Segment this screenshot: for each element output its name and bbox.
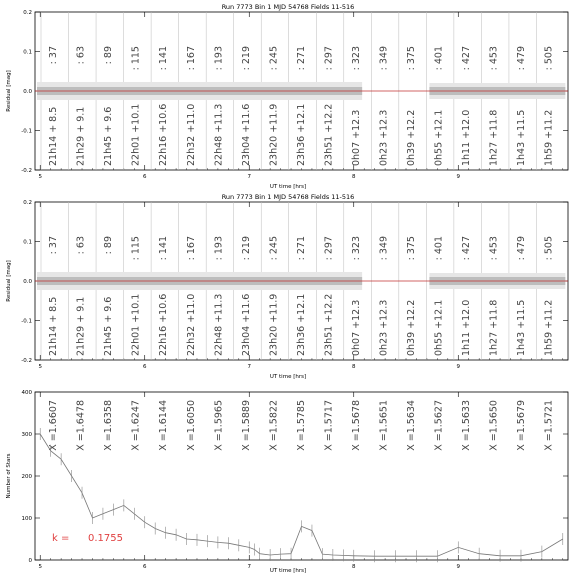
field-number-label: : 37 [48, 46, 60, 65]
x-tick-label: 8 [352, 564, 356, 570]
y-tick-label: -0.1 [21, 318, 32, 325]
y-tick-label: 0 [28, 558, 32, 564]
panel-2-ylabel: Residual [mag] [6, 260, 12, 302]
airmass-label: X =1.6247 [130, 400, 142, 451]
airmass-label: X =1.5785 [295, 400, 307, 451]
x-tick-label: 5 [38, 364, 42, 370]
field-coordinate-label: 1h27 +11.8 [488, 109, 500, 166]
field-number-label: : 505 [543, 236, 555, 261]
airmass-label: X =1.5717 [323, 400, 335, 451]
field-coordinate-label: 21h14 + 8.5 [48, 106, 60, 166]
field-number-label: : 505 [543, 46, 555, 71]
field-number-label: : 245 [268, 236, 280, 261]
y-tick-label: 0.2 [23, 200, 32, 206]
field-number-label: : 375 [405, 46, 417, 71]
field-number-label: : 349 [378, 236, 390, 261]
panel-1-xlabel: UT time [hrs] [269, 184, 307, 190]
airmass-label: X =1.6607 [48, 400, 60, 451]
airmass-label: X =1.5634 [405, 400, 417, 451]
field-coordinate-label: 23h36 +12.1 [295, 103, 307, 166]
field-number-label: : 63 [75, 46, 87, 65]
field-coordinate-label: 22h01 +10.1 [130, 293, 142, 356]
field-coordinate-label: 1h43 +11.5 [516, 109, 528, 166]
y-tick-label: 0.1 [23, 239, 32, 246]
field-coordinate-label: 23h04 +11.6 [240, 103, 252, 166]
panel-3-ylabel: Number of Stars [6, 453, 12, 499]
field-coordinate-label: 1h59 +11.2 [543, 109, 555, 166]
field-coordinate-label: 23h51 +12.2 [323, 293, 335, 356]
airmass-label: X =1.6144 [158, 400, 170, 451]
field-coordinate-label: 0h23 +12.3 [378, 109, 390, 166]
field-number-label: : 141 [158, 46, 170, 71]
field-number-label: : 479 [516, 236, 528, 261]
y-tick-label: 0.1 [23, 49, 32, 56]
panel-2-title: Run 7773 Bin 1 MJD 54768 Fields 11-516 [221, 193, 355, 201]
field-number-label: : 453 [488, 236, 500, 261]
field-coordinate-label: 23h04 +11.6 [240, 293, 252, 356]
field-number-label: : 167 [185, 46, 197, 71]
airmass-label: X =1.5650 [488, 400, 500, 451]
y-tick-label: 300 [21, 432, 32, 438]
airmass-label: X =1.5721 [543, 400, 555, 451]
field-coordinate-label: 21h29 + 9.1 [75, 296, 87, 356]
x-tick-label: 9 [456, 364, 461, 370]
field-coordinate-label: 0h39 +12.2 [405, 299, 417, 356]
x-tick-label: 7 [247, 174, 251, 180]
airmass-label: X =1.5965 [213, 400, 225, 451]
field-coordinate-label: 0h23 +12.3 [378, 299, 390, 356]
field-number-label: : 219 [240, 235, 252, 261]
field-number-label: : 245 [268, 46, 280, 71]
panel-1-ylabel: Residual [mag] [6, 70, 12, 112]
x-tick-label: 5 [38, 174, 42, 180]
y-tick-label: 100 [21, 516, 32, 522]
y-tick-label: 0.0 [23, 279, 32, 285]
field-coordinate-label: 0h39 +12.2 [405, 109, 417, 166]
x-tick-label: 5 [38, 564, 42, 570]
field-coordinate-label: 1h11 +12.0 [461, 299, 473, 356]
field-coordinate-label: 22h32 +11.0 [185, 293, 197, 356]
field-coordinate-label: 23h20 +11.9 [268, 103, 280, 166]
field-number-label: : 115 [130, 46, 142, 71]
field-coordinate-label: 23h36 +12.1 [295, 293, 307, 356]
field-number-label: : 89 [103, 46, 115, 65]
panel-2-xlabel: UT time [hrs] [269, 374, 307, 380]
field-coordinate-label: 21h29 + 9.1 [75, 106, 87, 166]
y-tick-label: -0.2 [21, 168, 32, 174]
airmass-label: X =1.5822 [268, 400, 280, 451]
field-number-label: : 453 [488, 46, 500, 71]
field-coordinate-label: 21h14 + 8.5 [48, 296, 60, 356]
airmass-label: X =1.5627 [433, 400, 445, 451]
x-tick-label: 9 [456, 564, 461, 570]
x-tick-label: 9 [456, 174, 461, 180]
field-coordinate-label: 21h45 + 9.6 [103, 106, 115, 166]
x-tick-label: 6 [142, 364, 147, 370]
field-coordinate-label: 22h48 +11.3 [213, 293, 225, 356]
airmass-label: X =1.5889 [240, 400, 252, 451]
field-number-label: : 37 [48, 236, 60, 255]
field-coordinate-label: 1h11 +12.0 [461, 109, 473, 166]
k-label: k = [52, 533, 70, 544]
panel-3-xlabel: UT time [hrs] [269, 568, 307, 574]
field-number-label: : 349 [378, 46, 390, 71]
field-number-label: : 167 [185, 236, 197, 261]
field-number-label: : 375 [405, 236, 417, 261]
y-tick-label: -0.2 [21, 358, 32, 364]
field-number-label: : 401 [433, 46, 445, 71]
y-tick-label: 200 [21, 474, 32, 480]
field-coordinate-label: 0h55 +12.1 [433, 299, 445, 356]
airmass-label: X =1.5633 [461, 399, 473, 451]
field-coordinate-label: 21h45 + 9.6 [103, 296, 115, 356]
field-number-label: : 193 [213, 236, 225, 261]
x-tick-label: 6 [142, 174, 147, 180]
field-coordinate-label: 22h16 +10.6 [158, 293, 170, 356]
x-tick-label: 7 [247, 364, 251, 370]
field-number-label: : 193 [213, 46, 225, 71]
x-tick-label: 8 [352, 174, 356, 180]
field-coordinate-label: 22h32 +11.0 [185, 103, 197, 166]
field-number-label: : 141 [158, 236, 170, 261]
y-tick-label: 0.2 [23, 10, 32, 16]
field-coordinate-label: 1h27 +11.8 [488, 299, 500, 356]
field-coordinate-label: 1h43 +11.5 [516, 299, 528, 356]
field-coordinate-label: 0h07 +12.3 [350, 299, 362, 356]
field-coordinate-label: 22h01 +10.1 [130, 103, 142, 166]
airmass-label: X =1.5679 [516, 400, 528, 451]
field-coordinate-label: 0h55 +12.1 [433, 109, 445, 166]
field-number-label: : 479 [516, 46, 528, 71]
y-tick-label: 400 [21, 390, 32, 396]
field-number-label: : 297 [323, 46, 335, 71]
x-tick-label: 8 [352, 364, 356, 370]
airmass-label: X =1.6358 [103, 400, 115, 451]
field-number-label: : 63 [75, 236, 87, 255]
y-tick-label: 0.0 [23, 89, 32, 95]
airmass-label: X =1.6050 [185, 400, 197, 451]
field-number-label: : 219 [240, 45, 252, 71]
field-number-label: : 401 [433, 236, 445, 261]
field-number-label: : 323 [350, 236, 362, 261]
field-number-label: : 297 [323, 236, 335, 261]
field-coordinate-label: 1h59 +11.2 [543, 299, 555, 356]
airmass-label: X =1.6478 [75, 400, 87, 451]
field-number-label: : 115 [130, 236, 142, 261]
panel-1-title: Run 7773 Bin 1 MJD 54768 Fields 11-516 [221, 3, 355, 11]
field-number-label: : 427 [461, 236, 473, 261]
field-number-label: : 271 [295, 46, 307, 71]
field-number-label: : 271 [295, 236, 307, 261]
field-coordinate-label: 23h20 +11.9 [268, 293, 280, 356]
x-tick-label: 6 [142, 564, 147, 570]
field-number-label: : 89 [103, 236, 115, 255]
airmass-label: X =1.5678 [350, 400, 362, 451]
k-value: 0.1755 [88, 533, 123, 544]
x-tick-label: 7 [247, 564, 251, 570]
field-coordinate-label: 22h48 +11.3 [213, 103, 225, 166]
airmass-label: X =1.5651 [378, 400, 390, 451]
field-number-label: : 427 [461, 46, 473, 71]
y-tick-label: -0.1 [21, 128, 32, 135]
field-coordinate-label: 23h51 +12.2 [323, 103, 335, 166]
field-coordinate-label: 22h16 +10.6 [158, 103, 170, 166]
field-coordinate-label: 0h07 +12.3 [350, 109, 362, 166]
field-number-label: : 323 [350, 46, 362, 71]
